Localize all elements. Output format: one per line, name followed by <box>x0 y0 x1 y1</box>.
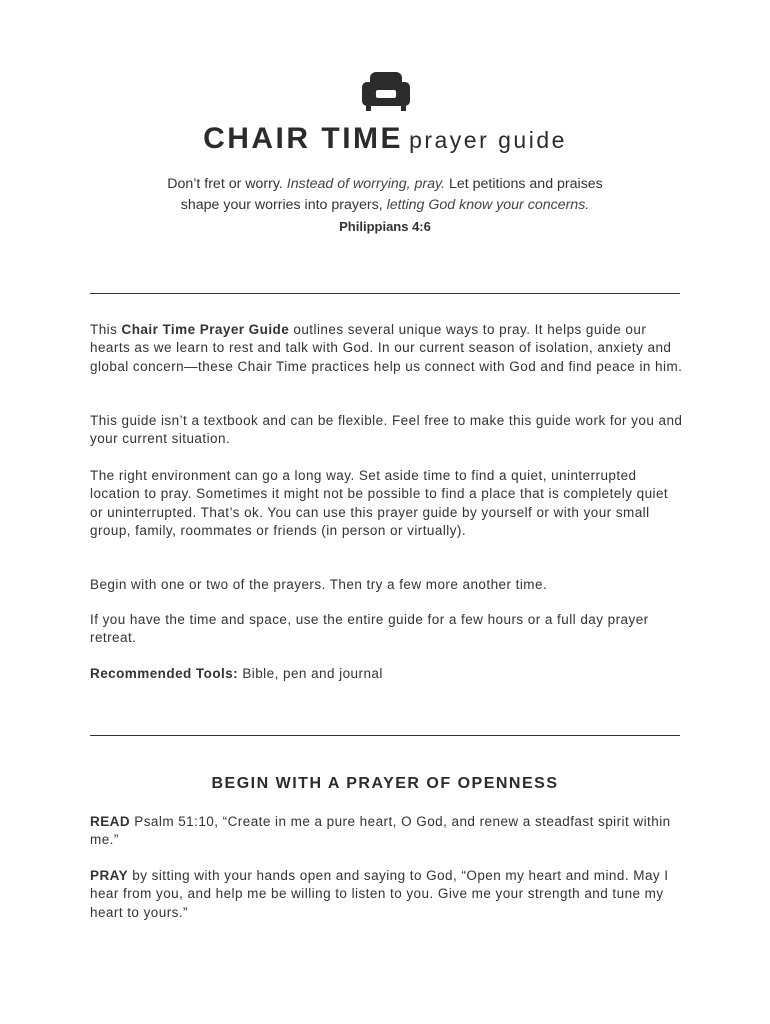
scripture-quote <box>0 174 770 237</box>
read-label: READ <box>90 814 131 829</box>
verse-reference: Philippians 4:6 <box>339 219 431 234</box>
verse-text: shape your worries into prayers, <box>180 197 387 213</box>
verse-italic: letting God know your concerns. <box>386 197 590 213</box>
intro-paragraph-1 <box>90 321 685 376</box>
title-main: CHAIR TIME <box>203 122 404 155</box>
intro-paragraph-4 <box>90 576 685 594</box>
verse-line-1 <box>0 174 770 195</box>
text: This guide isn’t a textbook and can be flexible. Feel free to make this guide work for you and your current situation. <box>90 413 683 447</box>
intro-paragraph-2 <box>90 412 685 449</box>
verse-italic: Instead of worrying, pray. <box>286 176 446 192</box>
guide-name: Chair Time Prayer Guide <box>121 322 290 337</box>
text: Begin with one or two of the prayers. Then try a few more another time. <box>90 577 548 592</box>
verse-text: Let petitions and praises <box>445 176 603 192</box>
read-instruction <box>90 813 685 850</box>
read-text: Psalm 51:10, “Create in me a pure heart, O God, and renew a steadfast spirit within me.” <box>90 814 671 848</box>
tools-label: Recommended Tools: <box>90 666 239 681</box>
armchair-icon <box>360 70 412 112</box>
verse-text: Don’t fret or worry. <box>167 176 287 192</box>
text: This <box>90 322 122 337</box>
divider <box>90 293 680 294</box>
verse-line-2 <box>0 195 770 216</box>
section-heading: BEGIN WITH A PRAYER OF OPENNESS <box>211 775 559 792</box>
text: outlines several unique ways to pray. It helps guide our hearts as we learn to rest and talk with God. In our current season of isolation, anxiety and global concern—these Chair Time practices help us connect with God and find peace in him. <box>90 322 683 374</box>
pray-instruction <box>90 867 685 922</box>
title-sub: prayer guide <box>409 127 567 153</box>
pray-text: by sitting with your hands open and saying to God, “Open my heart and mind. May I hear from you, and help me be willing to listen to you. Give me your strength and tune my heart to yours.” <box>90 868 669 920</box>
divider <box>90 735 680 736</box>
tools-text: Bible, pen and journal <box>238 666 383 681</box>
pray-label: PRAY <box>90 868 129 883</box>
text: If you have the time and space, use the entire guide for a few hours or a full day prayer retreat. <box>90 612 649 646</box>
recommended-tools <box>90 665 685 683</box>
intro-paragraph-5 <box>90 611 685 648</box>
text: The right environment can go a long way. Set aside time to find a quiet, uninterrupted location to pray. Sometimes it might not be possible to find a place that is completely quiet or uninterrupted. That’s ok. You can use this prayer guide by yourself or with your small group, family, roommates or friends (in person or virtually). <box>90 468 669 538</box>
intro-paragraph-3 <box>90 467 685 540</box>
page-title <box>0 122 770 156</box>
